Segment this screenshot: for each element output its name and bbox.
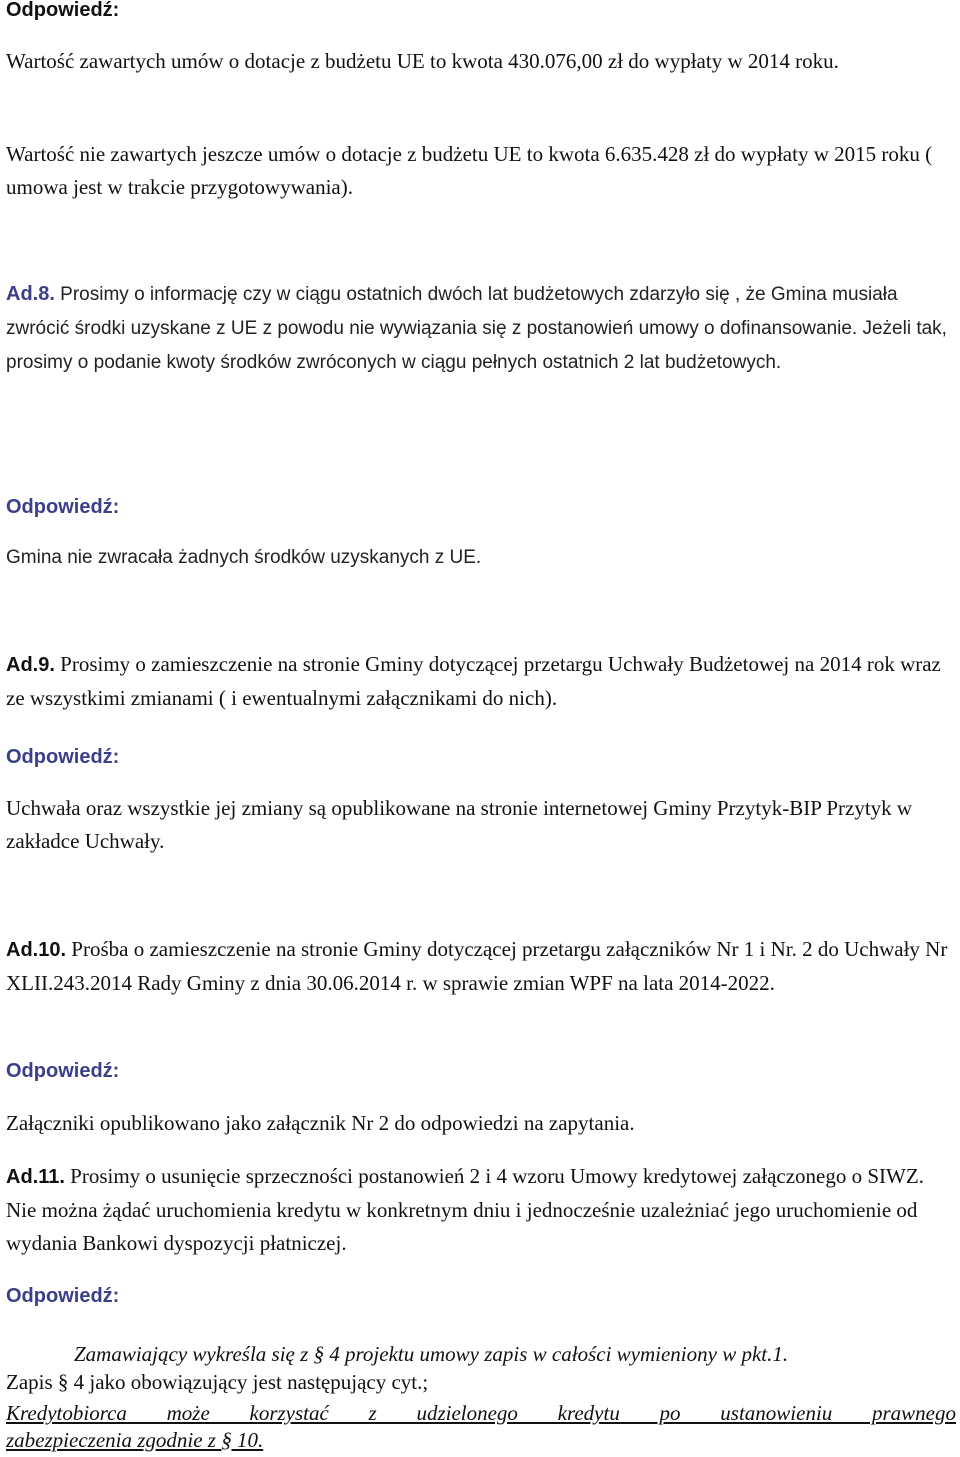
question-ad8 (6, 277, 956, 380)
answer-ad11-line2: Zapis § 4 jako obowiązujący jest następujący cyt.; (6, 1370, 429, 1394)
answer-ad8: Gmina nie zwracała żadnych środków uzyskanych z UE. (6, 547, 482, 568)
paragraph-eu-contracts-signed: Wartość zawartych umów o dotacje z budżetu UE to kwota 430.076,00 zł do wypłaty w 2014 roku. (6, 49, 839, 73)
answer-ad11-line4: zabezpieczenia zgodnie z § 10. (6, 1428, 264, 1452)
question-ad9 (6, 648, 956, 715)
answer-label-ad8: Odpowiedź: (6, 496, 120, 518)
question-text: Prośba o zamieszczenie na stronie Gminy dotyczącej przetargu załączników Nr 1 i Nr. 2 do Uchwały Nr XLII.243.2014 Rady Gminy z dnia 30.06.2014 r. w sprawie zmian WPF na lata 2014-2022. (6, 937, 948, 995)
answer-label-top: Odpowiedź: (6, 0, 120, 21)
question-text: Prosimy o usunięcie sprzeczności postanowień 2 i 4 wzoru Umowy kredytowej załączonego o SIWZ. (64, 1164, 924, 1188)
answer-ad10: Załączniki opublikowano jako załącznik Nr 2 do odpowiedzi na zapytania. (6, 1111, 635, 1135)
question-number: Ad.9. (6, 654, 55, 676)
question-text-continued: Nie można żądać uruchomienia kredytu w konkretnym dniu i jednocześnie uzależniać jego uruchomienie od wydania Bankowi dyspozycji płatniczej. (6, 1198, 918, 1255)
answer-ad11-line3: Kredytobiorca może korzystać z udzielonego kredytu po ustanowieniu prawnego (6, 1401, 956, 1425)
answer-ad9: Uchwała oraz wszystkie jej zmiany są opublikowane na stronie internetowej Gminy Przytyk-BIP Przytyk w zakładce Uchwały. (6, 796, 913, 853)
question-ad10 (6, 933, 956, 1000)
question-text: Prosimy o informację czy w ciągu ostatnich dwóch lat budżetowych zdarzyło się , że Gmina musiała zwrócić środki uzyskane z UE z powodu nie wywiązania się z postanowień umowy o dofinansowanie. (6, 284, 898, 339)
question-number: Ad.8. (6, 283, 55, 305)
answer-ad11-line1: Zamawiający wykreśla się z § 4 projektu umowy zapis w całości wymieniony w pkt.1. (74, 1342, 789, 1366)
answer-label-ad11: Odpowiedź: (6, 1285, 120, 1307)
question-number: Ad.11. (6, 1166, 65, 1188)
question-number: Ad.10. (6, 939, 67, 961)
paragraph-eu-contracts-unsigned: Wartość nie zawartych jeszcze umów o dotacje z budżetu UE to kwota 6.635.428 zł do wypłaty w 2015 roku ( umowa jest w trakcie przygotowywania). (6, 142, 933, 199)
question-text: Prosimy o zamieszczenie na stronie Gminy dotyczącej przetargu Uchwały Budżetowej na 2014 rok wraz ze wszystkimi zmianami ( i ewentualnymi załącznikami do nich). (6, 652, 941, 710)
answer-label-ad10: Odpowiedź: (6, 1060, 120, 1082)
answer-label-ad9: Odpowiedź: (6, 746, 120, 768)
question-ad11 (6, 1160, 956, 1260)
question-text-continued: Jeżeli tak, prosimy o podanie kwoty środków zwróconych w ciągu pełnych ostatnich 2 lat budżetowych. (6, 318, 947, 373)
